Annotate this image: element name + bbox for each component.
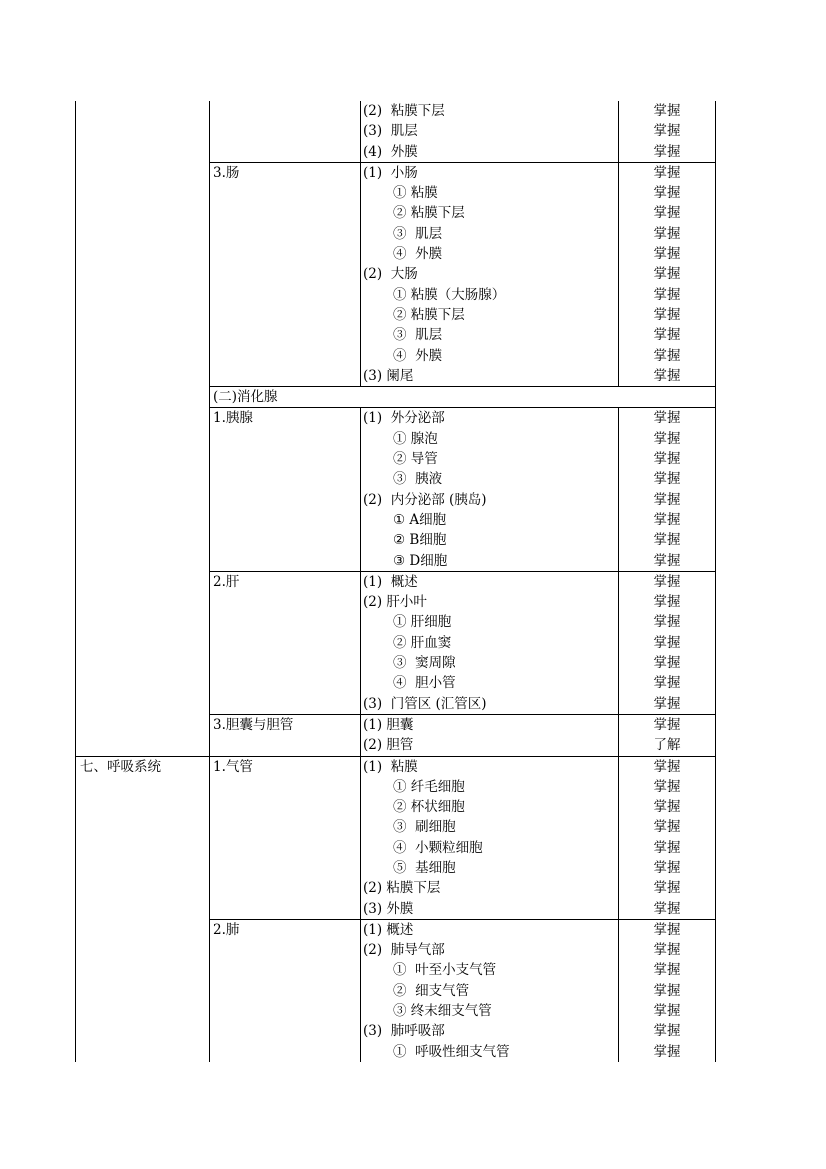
requirement-cell xyxy=(619,919,716,1062)
requirement-level: 掌握 xyxy=(653,205,681,222)
requirement-level: 掌握 xyxy=(653,246,681,263)
requirement-level: 掌握 xyxy=(653,367,681,384)
requirement-level: 掌握 xyxy=(653,799,681,816)
content-item: (2) 肝小叶 xyxy=(363,594,427,611)
requirement-level: 掌握 xyxy=(653,491,681,508)
requirement-level: 掌握 xyxy=(653,942,681,959)
requirement-cell xyxy=(619,571,716,714)
section-cell xyxy=(76,387,210,408)
content-item: ① 叶至小支气管 xyxy=(393,962,497,979)
requirement-level: 掌握 xyxy=(653,716,681,733)
requirement-level: 掌握 xyxy=(653,511,681,528)
content-item: (2) 大肠 xyxy=(363,266,418,283)
content-item: (2) 胆管 xyxy=(363,737,414,754)
content-item: ② 杯状细胞 xyxy=(393,799,465,816)
syllabus-table-body xyxy=(76,101,716,1062)
requirement-level: 掌握 xyxy=(653,634,681,651)
requirement-level: 掌握 xyxy=(653,306,681,323)
topic-cell: 1.气管 xyxy=(210,756,361,919)
requirement-cell xyxy=(619,162,716,386)
requirement-level: 掌握 xyxy=(653,286,681,303)
content-item: ③ 终末细支气管 xyxy=(393,1003,492,1020)
topic-cell: 2.肝 xyxy=(210,571,361,714)
table-row xyxy=(76,101,716,162)
requirement-level: 掌握 xyxy=(653,778,681,795)
table-row xyxy=(76,408,716,571)
content-item: ① A细胞 xyxy=(393,511,447,528)
section-cell: 七、呼吸系统 xyxy=(76,756,210,919)
content-cell xyxy=(361,162,619,386)
requirement-level: 掌握 xyxy=(653,103,681,119)
section-cell xyxy=(76,714,210,756)
requirement-level: 掌握 xyxy=(653,859,681,876)
section-cell xyxy=(76,101,210,162)
requirement-cell xyxy=(619,408,716,571)
requirement-level: 掌握 xyxy=(653,839,681,856)
content-item: (3) 门管区 (汇管区) xyxy=(363,695,487,712)
content-item: ④ 胆小管 xyxy=(393,675,456,692)
content-item: ① 腺泡 xyxy=(393,430,438,447)
requirement-level: 掌握 xyxy=(653,695,681,712)
content-item: (2) 粘膜下层 xyxy=(363,103,445,119)
content-item: ③ 窦周隙 xyxy=(393,655,456,672)
requirement-level: 掌握 xyxy=(653,573,681,590)
content-item: ③ D细胞 xyxy=(393,552,448,569)
requirement-level: 掌握 xyxy=(653,347,681,364)
content-item: ③ 胰液 xyxy=(393,471,443,488)
content-item: ③ 肌层 xyxy=(393,225,443,242)
content-item: ① 粘膜（大肠腺） xyxy=(393,286,506,303)
section-cell xyxy=(76,162,210,386)
requirement-level: 掌握 xyxy=(653,225,681,242)
requirement-level: 掌握 xyxy=(653,819,681,836)
requirement-cell xyxy=(619,101,716,162)
content-item: ② 粘膜下层 xyxy=(393,205,465,222)
requirement-level: 掌握 xyxy=(653,594,681,611)
requirement-level: 掌握 xyxy=(653,982,681,999)
requirement-level: 掌握 xyxy=(653,552,681,569)
topic-cell: 3.肠 xyxy=(210,162,361,386)
content-cell xyxy=(361,714,619,756)
requirement-level: 掌握 xyxy=(653,614,681,631)
requirement-level: 掌握 xyxy=(653,143,681,160)
content-item: ④ 外膜 xyxy=(393,347,443,364)
content-cell xyxy=(361,101,619,162)
content-cell xyxy=(361,408,619,571)
topic-cell: 2.肺 xyxy=(210,919,361,1062)
requirement-level: 掌握 xyxy=(653,1043,681,1060)
requirement-cell xyxy=(619,756,716,919)
table-row xyxy=(76,714,716,756)
requirement-level: 掌握 xyxy=(653,327,681,344)
subsection-heading-row xyxy=(76,387,716,408)
content-item: (2) 内分泌部 (胰岛) xyxy=(363,491,487,508)
content-item: ④ 外膜 xyxy=(393,246,443,263)
content-item: ④ 小颗粒细胞 xyxy=(393,839,483,856)
content-item: (3) 肌层 xyxy=(363,123,418,140)
requirement-level: 掌握 xyxy=(653,900,681,917)
requirement-level: 了解 xyxy=(653,737,681,754)
content-item: ② 导管 xyxy=(393,451,438,468)
content-item: ② 细支气管 xyxy=(393,982,470,999)
topic-cell xyxy=(210,101,361,162)
requirement-level: 掌握 xyxy=(653,675,681,692)
content-item: ① 肝细胞 xyxy=(393,614,452,631)
requirement-level: 掌握 xyxy=(653,266,681,283)
content-item: (1) 粘膜 xyxy=(363,758,418,775)
content-item: ① 纤毛细胞 xyxy=(393,778,465,795)
requirement-level: 掌握 xyxy=(653,410,681,427)
content-item: (2) 粘膜下层 xyxy=(363,880,441,897)
content-item: (3) 肺呼吸部 xyxy=(363,1023,445,1040)
topic-cell: 3.胆囊与胆管 xyxy=(210,714,361,756)
content-cell xyxy=(361,919,619,1062)
requirement-level: 掌握 xyxy=(653,164,681,181)
requirement-level: 掌握 xyxy=(653,921,681,938)
content-item: (1) 胆囊 xyxy=(363,716,414,733)
content-item: (1) 外分泌部 xyxy=(363,410,445,427)
requirement-level: 掌握 xyxy=(653,962,681,979)
requirement-level: 掌握 xyxy=(653,123,681,140)
requirement-level: 掌握 xyxy=(653,655,681,672)
requirement-cell xyxy=(619,714,716,756)
requirement-level: 掌握 xyxy=(653,532,681,549)
requirement-level: 掌握 xyxy=(653,758,681,775)
section-cell xyxy=(76,919,210,1062)
table-row xyxy=(76,162,716,386)
content-item: (1) 小肠 xyxy=(363,164,418,181)
table-row xyxy=(76,756,716,919)
table-row xyxy=(76,571,716,714)
content-item: (3) 外膜 xyxy=(363,900,414,917)
content-item: ② 粘膜下层 xyxy=(393,306,465,323)
requirement-level: 掌握 xyxy=(653,451,681,468)
content-item: (1) 概述 xyxy=(363,573,418,590)
content-item: ③ 肌层 xyxy=(393,327,443,344)
table-row xyxy=(76,919,716,1062)
content-cell xyxy=(361,571,619,714)
content-item: (4) 外膜 xyxy=(363,143,418,160)
content-item: (3) 阑尾 xyxy=(363,367,414,384)
requirement-level: 掌握 xyxy=(653,1003,681,1020)
content-item: (2) 肺导气部 xyxy=(363,942,445,959)
requirement-level: 掌握 xyxy=(653,880,681,897)
section-cell xyxy=(76,571,210,714)
requirement-level: 掌握 xyxy=(653,185,681,202)
content-cell xyxy=(361,756,619,919)
requirement-level: 掌握 xyxy=(653,430,681,447)
content-item: ⑤ 基细胞 xyxy=(393,859,456,876)
content-item: (1) 概述 xyxy=(363,921,414,938)
subsection-heading: (二)消化腺 xyxy=(210,387,716,408)
topic-cell: 1.胰腺 xyxy=(210,408,361,571)
content-item: ② 肝血窦 xyxy=(393,634,452,651)
content-item: ① 呼吸性细支气管 xyxy=(393,1043,510,1060)
content-item: ① 粘膜 xyxy=(393,185,438,202)
requirement-level: 掌握 xyxy=(653,471,681,488)
requirement-level: 掌握 xyxy=(653,1023,681,1040)
content-item: ③ 刷细胞 xyxy=(393,819,456,836)
content-item: ② B细胞 xyxy=(393,532,447,549)
syllabus-table xyxy=(75,101,716,1062)
section-cell xyxy=(76,408,210,571)
